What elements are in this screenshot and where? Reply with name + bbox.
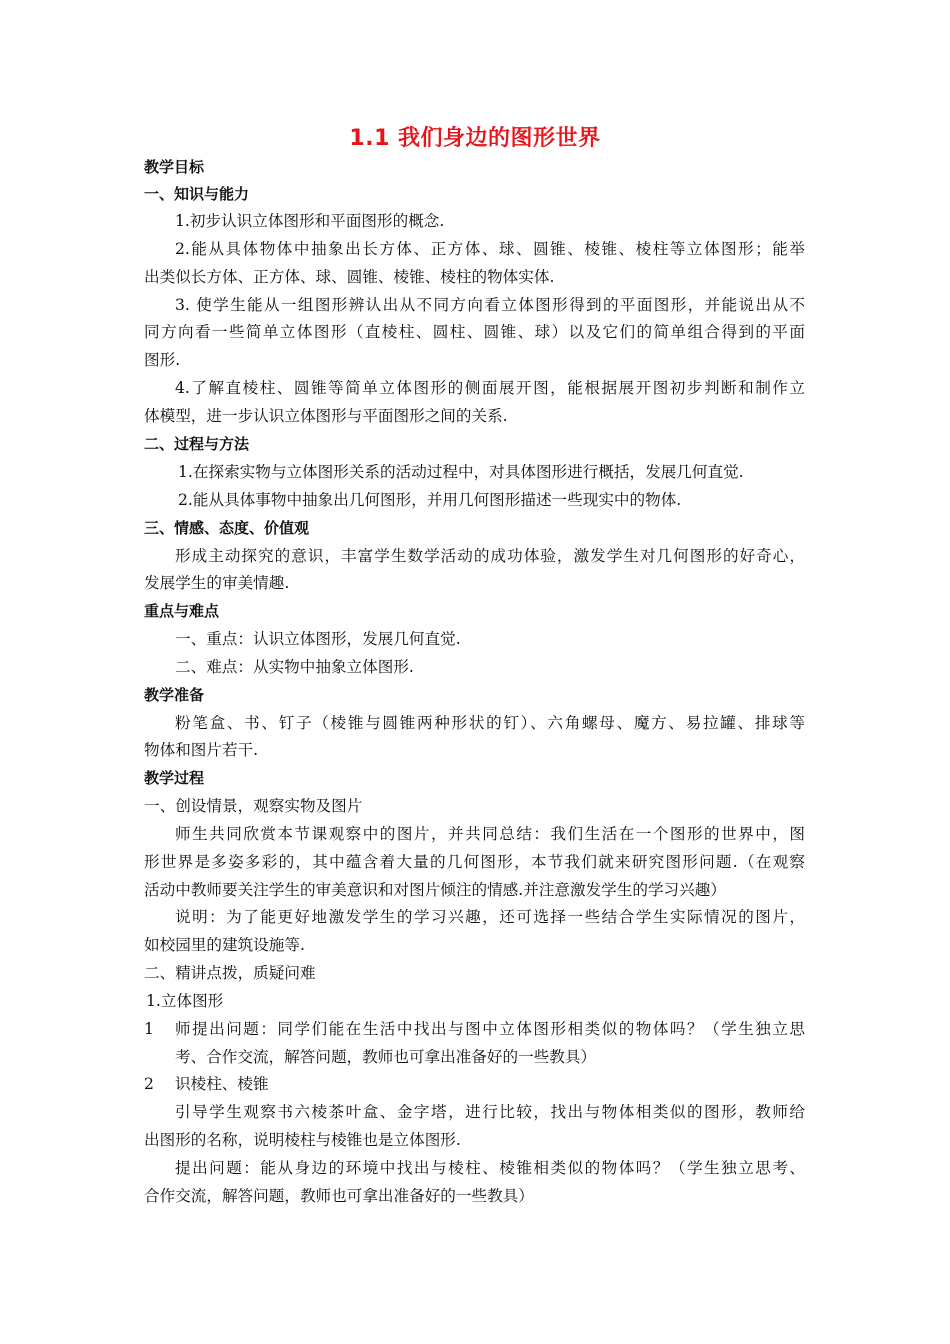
paragraph-line: 出类似长方体、正方体、球、圆锥、棱锥、棱柱的物体实体.	[144, 268, 555, 286]
paragraph-line: 3. 使学生能从一组图形辨认出从不同方向看立体图形得到的平面图形，并能说出从不	[175, 296, 805, 314]
paragraph-line: 提出问题：能从身边的环境中找出与棱柱、棱锥相类似的物体吗？（学生独立思考、	[175, 1159, 805, 1177]
subheading-emotion: 三、情感、态度、价值观	[144, 519, 310, 537]
subheading-step-2: 二、精讲点拨，质疑问难	[144, 964, 316, 982]
paragraph-line: 发展学生的审美情趣.	[144, 574, 290, 592]
subheading-knowledge: 一、知识与能力	[144, 185, 250, 203]
section-heading-preparation: 教学准备	[144, 686, 205, 704]
paragraph-line: 引导学生观察书六棱茶叶盒、金字塔，进行比较，找出与物体相类似的图形，教师给	[175, 1103, 805, 1121]
paragraph-line: 图形.	[144, 351, 181, 369]
paragraph-line: 活动中教师要关注学生的审美意识和对图片倾注的情感.并注意激发学生的学习兴趣）	[144, 881, 726, 899]
paragraph-line: 考、合作交流，解答问题，教师也可拿出准备好的一些教具）	[175, 1048, 597, 1066]
paragraph-line: 合作交流，解答问题，教师也可拿出准备好的一些教具）	[144, 1187, 534, 1205]
paragraph-line: 2.能从具体物体中抽象出长方体、正方体、球、圆锥、棱锥、棱柱等立体图形；能举	[175, 240, 805, 258]
list-number: 2	[144, 1075, 154, 1093]
paragraph-line: 物体和图片若干.	[144, 741, 259, 759]
paragraph-line: 同方向看一些简单立体图形（直棱柱、圆柱、圆锥、球）以及它们的简单组合得到的平面	[144, 323, 805, 341]
paragraph-line: 4.了解直棱柱、圆锥等简单立体图形的侧面展开图，能根据展开图初步判断和制作立	[175, 379, 805, 397]
paragraph-line: 2.能从具体事物中抽象出几何图形，并用几何图形描述一些现实中的物体.	[178, 491, 682, 509]
paragraph-line: 1.在探索实物与立体图形关系的活动过程中，对具体图形进行概括，发展几何直觉.	[178, 463, 744, 481]
section-heading-teaching-goals: 教学目标	[144, 158, 205, 176]
subheading-step-1: 一、创设情景，观察实物及图片	[144, 797, 363, 815]
list-number: 1	[144, 1020, 154, 1038]
page-title: 1.1 我们身边的图形世界	[349, 126, 601, 151]
paragraph-line: 如校园里的建筑设施等.	[144, 936, 305, 954]
paragraph-line: 出图形的名称，说明棱柱与棱锥也是立体图形.	[144, 1131, 461, 1149]
section-heading-teaching-process: 教学过程	[144, 769, 205, 787]
paragraph-line: 形成主动探究的意识，丰富学生数学活动的成功体验，激发学生对几何图形的好奇心，	[175, 547, 805, 565]
subheading-solid-figures: 1.立体图形	[146, 992, 224, 1010]
paragraph-line: 识棱柱、棱锥	[175, 1075, 269, 1093]
paragraph-line: 师生共同欣赏本节课观察中的图片，并共同总结：我们生活在一个图形的世界中，图	[175, 825, 805, 843]
paragraph-line: 1.初步认识立体图形和平面图形的概念.	[175, 212, 445, 230]
paragraph-line: 二、难点：从实物中抽象立体图形.	[175, 658, 414, 676]
paragraph-line: 一、重点：认识立体图形，发展几何直觉.	[175, 630, 461, 648]
paragraph-line: 说明：为了能更好地激发学生的学习兴趣，还可选择一些结合学生实际情况的图片，	[175, 908, 805, 926]
paragraph-line: 师提出问题：同学们能在生活中找出与图中立体图形相类似的物体吗？（学生独立思	[175, 1020, 805, 1038]
paragraph-line: 粉笔盒、书、钉子（棱锥与圆锥两种形状的钉）、六角螺母、魔方、易拉罐、排球等	[175, 714, 805, 732]
section-heading-key-points: 重点与难点	[144, 602, 220, 620]
paragraph-line: 体模型，进一步认识立体图形与平面图形之间的关系.	[144, 407, 508, 425]
paragraph-line: 形世界是多姿多彩的，其中蕴含着大量的几何图形，本节我们就来研究图形问题.（在观察	[144, 853, 805, 871]
subheading-process-method: 二、过程与方法	[144, 435, 250, 453]
